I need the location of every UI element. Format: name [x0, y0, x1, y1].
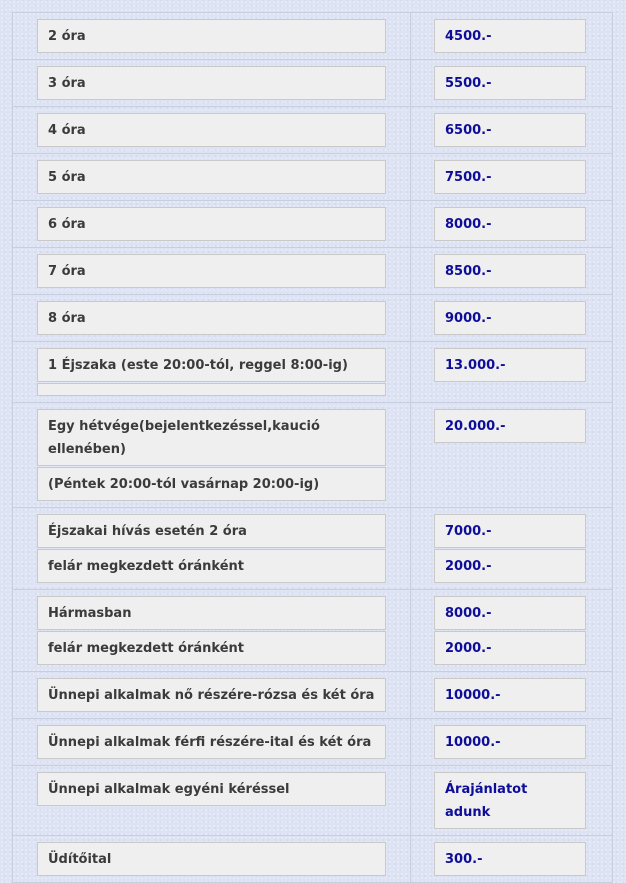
- service-cell: [13, 342, 411, 402]
- price-cell: [411, 403, 612, 507]
- price-row: [13, 590, 612, 672]
- price-row: [13, 508, 612, 590]
- service-label: 2 óra: [37, 19, 386, 53]
- service-label: 1 Éjszaka (este 20:00-tól, reggel 8:00-ig): [37, 348, 386, 382]
- price-row: [13, 154, 612, 201]
- price-row: [13, 107, 612, 154]
- service-label: 7 óra: [37, 254, 386, 288]
- price-row: [13, 766, 612, 836]
- price-cell: [411, 201, 612, 247]
- price-row: [13, 403, 612, 508]
- price-row: [13, 248, 612, 295]
- service-label: Hármasban: [37, 596, 386, 630]
- service-label: Ünnepi alkalmak nő részére-rózsa és két óra: [37, 678, 386, 712]
- price-value: 300.-: [434, 842, 586, 876]
- service-cell: [13, 672, 411, 718]
- price-value: 20.000.-: [434, 409, 586, 443]
- price-value: 2000.-: [434, 549, 586, 583]
- service-cell: [13, 295, 411, 341]
- price-value: 9000.-: [434, 301, 586, 335]
- price-cell: [411, 295, 612, 341]
- service-label: 8 óra: [37, 301, 386, 335]
- service-cell: [13, 107, 411, 153]
- price-value: Árajánlatot adunk: [434, 772, 586, 829]
- service-cell: [13, 248, 411, 294]
- service-label: Üdítőital: [37, 842, 386, 876]
- price-value: 7500.-: [434, 160, 586, 194]
- price-value: 8000.-: [434, 207, 586, 241]
- service-cell: [13, 154, 411, 200]
- price-row: [13, 295, 612, 342]
- price-row: [13, 672, 612, 719]
- price-value: 5500.-: [434, 66, 586, 100]
- service-cell: [13, 766, 411, 835]
- service-label: Éjszakai hívás esetén 2 óra: [37, 514, 386, 548]
- service-cell: [13, 508, 411, 589]
- price-row: [13, 201, 612, 248]
- service-cell: [13, 590, 411, 671]
- price-value: 2000.-: [434, 631, 586, 665]
- price-value: 13.000.-: [434, 348, 586, 382]
- service-label: [37, 383, 386, 396]
- price-cell: [411, 508, 612, 589]
- service-cell: [13, 13, 411, 59]
- price-cell: [411, 13, 612, 59]
- price-cell: [411, 342, 612, 402]
- price-cell: [411, 672, 612, 718]
- service-cell: [13, 201, 411, 247]
- service-label: Egy hétvége(bejelentkezéssel,kaució ellenében): [37, 409, 386, 466]
- price-value: 8000.-: [434, 596, 586, 630]
- service-cell: [13, 836, 411, 882]
- price-value: 10000.-: [434, 725, 586, 759]
- price-cell: [411, 248, 612, 294]
- service-label: 4 óra: [37, 113, 386, 147]
- service-label: Ünnepi alkalmak egyéni kéréssel: [37, 772, 386, 806]
- service-cell: [13, 403, 411, 507]
- price-cell: [411, 590, 612, 671]
- service-label: 6 óra: [37, 207, 386, 241]
- price-value: 7000.-: [434, 514, 586, 548]
- service-label: 5 óra: [37, 160, 386, 194]
- price-value: 8500.-: [434, 254, 586, 288]
- price-cell: [411, 836, 612, 882]
- price-table: [12, 12, 613, 883]
- price-cell: [411, 766, 612, 835]
- price-value: 6500.-: [434, 113, 586, 147]
- price-cell: [411, 154, 612, 200]
- service-label: felár megkezdett óránként: [37, 631, 386, 665]
- price-cell: [411, 60, 612, 106]
- service-label: 3 óra: [37, 66, 386, 100]
- price-value: 10000.-: [434, 678, 586, 712]
- service-cell: [13, 719, 411, 765]
- service-label: (Péntek 20:00-tól vasárnap 20:00-ig): [37, 467, 386, 501]
- price-cell: [411, 107, 612, 153]
- price-row: [13, 60, 612, 107]
- price-row: [13, 836, 612, 883]
- price-value: 4500.-: [434, 19, 586, 53]
- service-label: Ünnepi alkalmak férfi részére-ital és két óra: [37, 725, 386, 759]
- price-cell: [411, 719, 612, 765]
- service-label: felár megkezdett óránként: [37, 549, 386, 583]
- price-row: [13, 13, 612, 60]
- price-row: [13, 719, 612, 766]
- service-cell: [13, 60, 411, 106]
- price-row: [13, 342, 612, 403]
